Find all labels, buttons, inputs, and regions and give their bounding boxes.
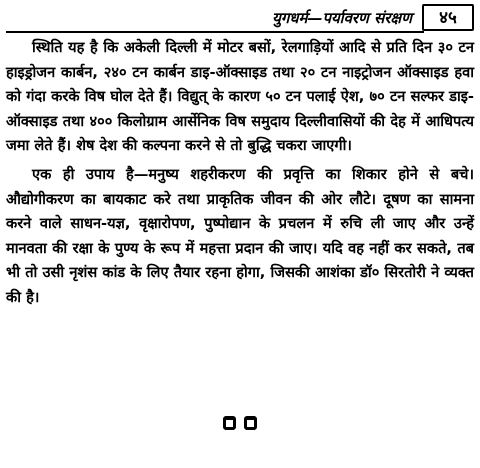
paragraph-1: स्थिति यह है कि अकेली दिल्ली में मोटर बसों, रेलगाड़ियों आदि से प्रति दिन ३० टन हाइड्रोजन कार्बन, २४० टन कार्बन डाइ-ऑक्साइड तथा २० टन नाइट्रोजन ऑक्साइड हवा को गंदा करके विष घोल देते हैं। विद्युत् के कारण ५० टन पलाई ऐश, ७० टन सल्फर डाइ-ऑक्साइड तथा ४०० किलोग्राम आर्सेनिक विष समुदाय दिल्लीवासियों की देह में आधिपत्य जमा लेते हैं। शेष देश की कल्पना करने से तो बुद्धि चकरा जाएगी। xyxy=(6,39,474,155)
body-text xyxy=(6,36,474,311)
end-mark-square-icon xyxy=(223,416,236,430)
section-end-marks xyxy=(0,416,480,430)
header-rule xyxy=(6,31,424,33)
page-number: ४५ xyxy=(422,4,474,31)
paragraph-2: एक ही उपाय है—मनुष्य शहरीकरण की प्रवृत्ति का शिकार होने से बचे। औद्योगीकरण का बायकाट करे तथा प्राकृतिक जीवन की ओर लौटे। दूषण का सामना करने वाले साधन-यज्ञ, वृक्षारोपण, पुष्पोद्यान के प्रचलन में रुचि ली जाए और उन्हें मानवता की रक्षा के पुण्य के रूप में महत्ता प्रदान की जाए। यदि वह नहीं कर सकते, तब भी तो उसी नृशंस कांड के लिए तैयार रहना होगा, जिसकी आशंका डॉ० सिरतोरी ने व्यक्त की है। xyxy=(6,165,474,306)
running-header-title: युगधर्म—पर्यावरण संरक्षण xyxy=(272,9,412,27)
running-header xyxy=(6,4,476,34)
end-mark-square-icon xyxy=(244,416,257,430)
